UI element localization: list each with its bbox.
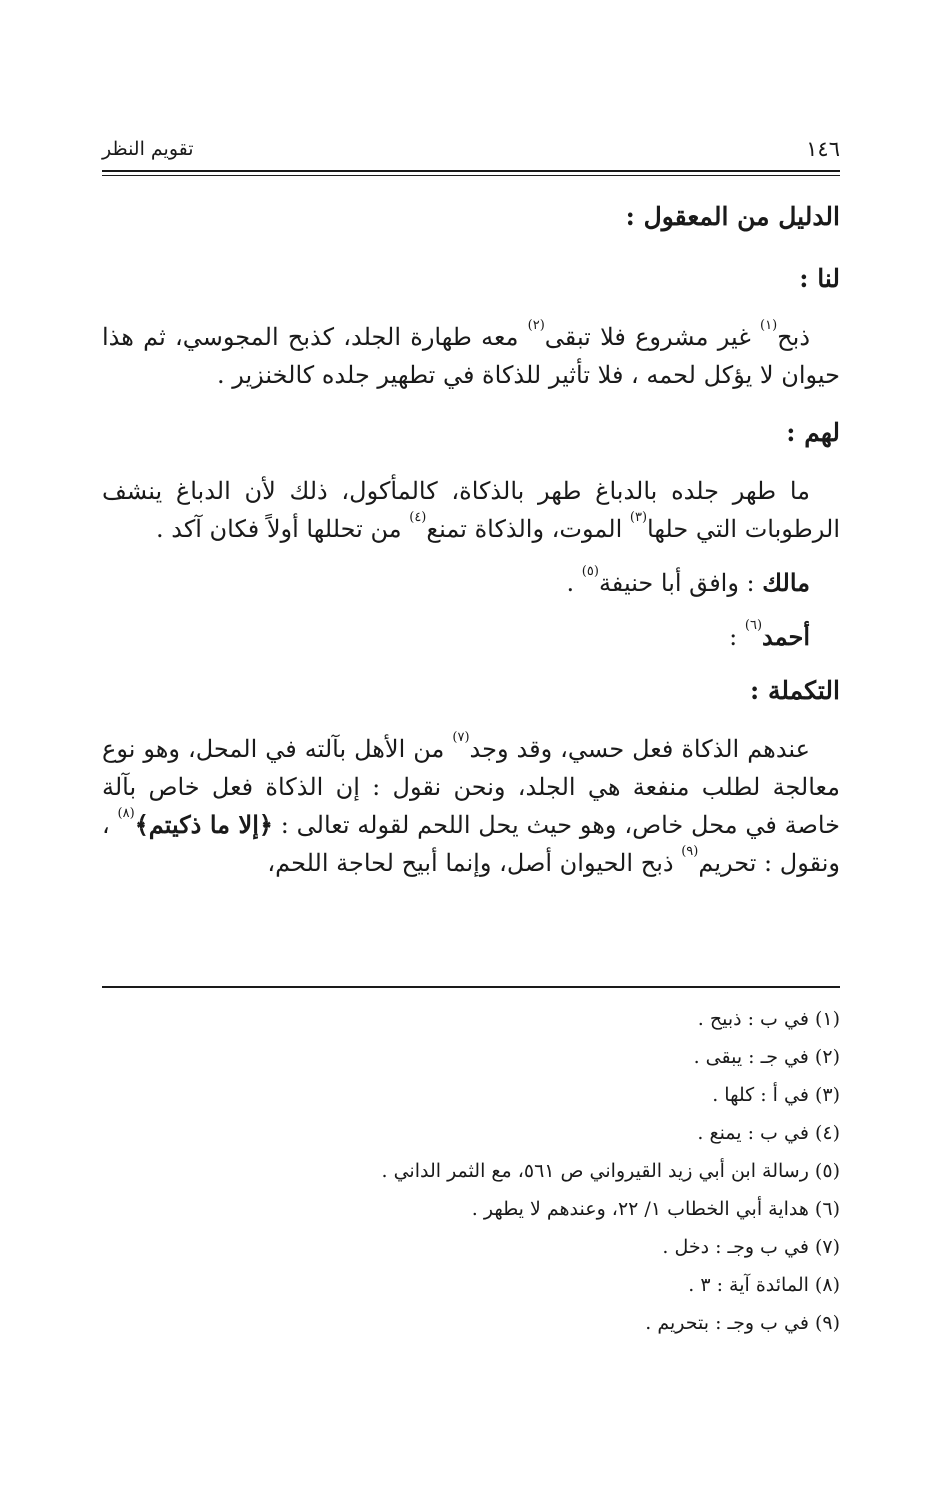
paragraph-malik: مالك : وافق أبا حنيفة$^{(٥)}$ . [566, 564, 810, 597]
heading-rational-evidence: الدليل من المعقول : [625, 202, 840, 231]
footnote-separator [102, 986, 840, 988]
page-header [102, 138, 840, 160]
quran-quote: ﴿إلا ما ذكيتم﴾ [134, 810, 273, 839]
paragraph-lahum: ما طهر جلده بالدباغ طهر بالذكاة، كالمأكول، ذلك لأن الدباغ ينشف الرطوبات التي حلها$^{(٣)}$ الموت، والذكاة تمنع$^{(٤)}$ من تحللها أولاً فكان آكد . [102, 477, 840, 543]
paragraph-takmila: عندهم الذكاة فعل حسي، وقد وجد$^{(٧)}$ من الأهل بآلته في المحل، وهو نوع معالجة لطلب منفعة هي الجلد، ونحن نقول : إن الذكاة فعل خاص بآلة خاصة في محل خاص، وهو حيث يحل اللحم لقوله تعالى : ﴿إلا ما ذكيتم﴾$^{(٨)}$ ، ونقول : تحريم$^{(٩)}$ ذبح الحيوان أصل، وإنما أبيح لحاجة اللحم، [102, 730, 840, 877]
footnote-item: (٢) في جـ : يبقى . [693, 1046, 840, 1068]
footnotes [102, 1000, 840, 1342]
header-rule-thin [102, 175, 840, 176]
footnote-item: (٧) في ب وجـ : دخل . [662, 1236, 840, 1258]
main-text [102, 198, 840, 882]
footnote-ref-9: (٩) [681, 844, 699, 859]
footnote-ref-8: (٨) [117, 806, 135, 821]
page-number: ١٤٦ [806, 137, 840, 161]
footnote-item: (٦) هداية أبي الخطاب ١/ ٢٢، وعندهم لا يطهر . [471, 1198, 840, 1220]
footnote-ref-5: (٥) [581, 564, 599, 579]
heading-lahum: لهم : [786, 418, 840, 447]
footnote-item: (٣) في أ : كلها . [712, 1084, 840, 1106]
footnote-ref-3: (٣) [629, 510, 648, 525]
heading-takmila: التكملة : [750, 676, 840, 705]
footnote-item: (١) في ب : ذبيح . [697, 1008, 840, 1030]
running-title: تقويم النظر [102, 138, 194, 160]
label-malik: مالك [762, 568, 810, 597]
footnote-ref-4: (٤) [409, 510, 427, 525]
header-rule-thick [102, 170, 840, 172]
footnote-item: (٩) في ب وجـ : بتحريم . [645, 1312, 840, 1334]
footnote-ref-1: (١) [760, 318, 778, 333]
paragraph-ahmad: أحمد$^{(٦)}$ : [729, 618, 810, 651]
heading-lana: لنا : [799, 264, 840, 293]
paragraph-lana: ذبح$^{(١)}$ غير مشروع فلا تبقى$^{(٢)}$ معه طهارة الجلد، كذبح المجوسي، ثم هذا حيوان لا يؤكل لحمه ، فلا تأثير للذكاة في تطهير جلده كالخنزير . [102, 318, 840, 389]
footnote-item: (٤) في ب : يمنع . [697, 1122, 840, 1144]
footnote-item: (٥) رسالة ابن أبي زيد القيرواني ص ٥٦١، مع الثمر الداني . [381, 1160, 840, 1182]
footnote-ref-2: (٢) [527, 318, 545, 333]
footnote-ref-6: (٦) [744, 618, 763, 633]
label-ahmad: أحمد [762, 622, 810, 651]
footnote-item: (٨) المائدة آية : ٣ . [688, 1274, 840, 1296]
footnote-ref-7: (٧) [452, 730, 470, 745]
